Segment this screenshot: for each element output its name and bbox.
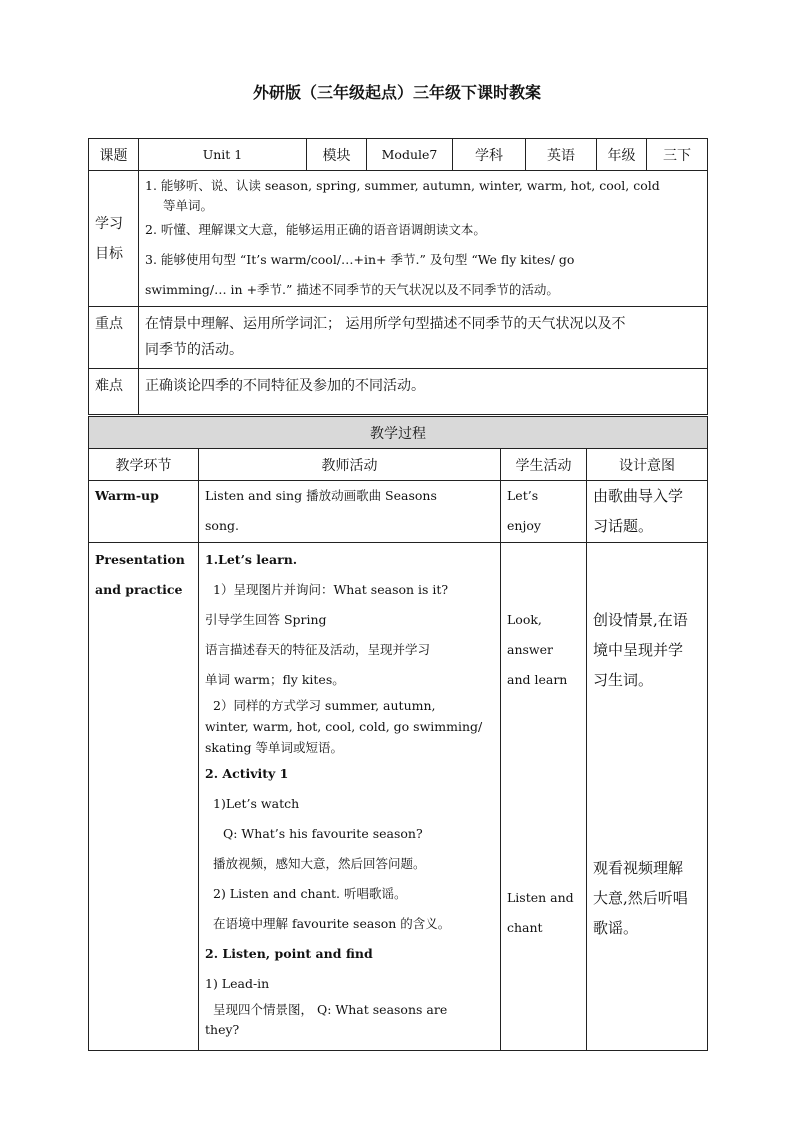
teacher-step: 语言描述春天的特征及活动，呈现并学习 (205, 642, 431, 657)
warmup-student (501, 481, 587, 543)
intent-line: 大意,然后听唱 (593, 889, 688, 907)
student-activity-line: and learn (507, 672, 568, 687)
difficulty-content: 正确谈论四季的不同特征及参加的不同活动。 (139, 369, 708, 415)
topic-label: 课题 (89, 139, 139, 171)
difficulty-label: 难点 (89, 369, 139, 415)
process-header-row (89, 449, 708, 481)
header-stage: 教学环节 (89, 449, 199, 481)
subject-label: 学科 (453, 139, 526, 171)
topic-value: Unit 1 (139, 139, 307, 171)
goal-2: 2. 听懂、理解课文大意，能够运用正确的语音语调朗读文本。 (145, 222, 486, 237)
presentation-row (89, 543, 708, 1051)
header-student: 学生活动 (501, 449, 587, 481)
warmup-student-line-1: Let’s (507, 488, 539, 503)
warmup-teacher-line-1: Listen and sing 播放动画歌曲 Seasons (205, 488, 437, 503)
warmup-stage: Warm-up (89, 481, 199, 543)
warmup-teacher (199, 481, 501, 543)
goals-label-line-2: 目标 (95, 245, 123, 262)
teacher-step: 单词 warm；fly kites。 (205, 672, 345, 687)
section-lets-learn: 1.Let’s learn. (205, 552, 298, 567)
presentation-intent (587, 543, 708, 1051)
process-title: 教学过程 (89, 417, 708, 449)
subject-value: 英语 (526, 139, 597, 171)
warmup-intent-line-1: 由歌曲导入学 (593, 487, 684, 505)
warmup-teacher-line-2: song. (205, 518, 239, 533)
intent-line: 境中呈现并学 (593, 641, 684, 659)
goals-content (139, 171, 708, 307)
section-listen-point-find: 2. Listen, point and find (205, 946, 373, 961)
goal-3-cont: swimming/… in +季节.” 描述不同季节的天气状况以及不同季节的活动。 (145, 282, 559, 297)
student-activity-line: Look, (507, 612, 542, 627)
teacher-step: 1) Lead-in (205, 976, 270, 991)
goals-row (89, 171, 708, 307)
teacher-step: Q: What’s his favourite season? (223, 826, 423, 841)
warmup-intent-line-2: 习话题。 (593, 517, 654, 535)
presentation-student (501, 543, 587, 1051)
teacher-step: 在语境中理解 favourite season 的含义。 (213, 916, 451, 931)
goals-label-line-1: 学习 (95, 215, 123, 232)
presentation-stage-line-1: Presentation (95, 552, 185, 567)
document-title: 外研版（三年级起点）三年级下课时教案 (252, 83, 541, 102)
teacher-step: skating 等单词或短语。 (205, 740, 343, 755)
intent-line: 歌谣。 (593, 919, 639, 937)
teacher-step: 1)Let’s watch (213, 796, 300, 811)
teacher-step: 呈现四个情景图， Q: What seasons are (213, 1002, 448, 1017)
student-activity-line: answer (507, 642, 553, 657)
warmup-intent (587, 481, 708, 543)
info-row (89, 139, 708, 171)
warmup-student-line-2: enjoy (507, 518, 541, 533)
key-line-2: 同季节的活动。 (145, 342, 243, 358)
teacher-step: they? (205, 1022, 240, 1037)
presentation-teacher (199, 543, 501, 1051)
student-activity-line: Listen and (507, 890, 574, 905)
intent-line: 习生词。 (593, 671, 654, 689)
module-value: Module7 (367, 139, 453, 171)
teacher-step: 2）同样的方式学习 summer, autumn, (213, 698, 436, 713)
key-row (89, 307, 708, 369)
student-activity-line: chant (507, 920, 543, 935)
presentation-stage-line-2: and practice (95, 582, 183, 597)
goal-1-cont: 等单词。 (163, 198, 214, 213)
key-content (139, 307, 708, 369)
intent-line: 创设情景,在语 (593, 611, 688, 629)
grade-value: 三下 (647, 139, 708, 171)
warmup-row (89, 481, 708, 543)
key-line-1: 在情景中理解、运用所学词汇； 运用所学句型描述不同季节的天气状况以及不 (145, 316, 626, 332)
section-activity-1: 2. Activity 1 (205, 766, 289, 781)
teacher-step: 1）呈现图片并询问：What season is it? (213, 582, 449, 597)
teaching-process-table (88, 416, 708, 1051)
teacher-step: winter, warm, hot, cool, cold, go swimming/ (205, 719, 483, 734)
header-teacher: 教师活动 (199, 449, 501, 481)
key-label: 重点 (89, 307, 139, 369)
grade-label: 年级 (597, 139, 647, 171)
header-intent: 设计意图 (587, 449, 708, 481)
teacher-step: 引导学生回答 Spring (205, 612, 327, 627)
teacher-step: 2) Listen and chant. 听唱歌谣。 (213, 886, 407, 901)
intent-line: 观看视频理解 (593, 859, 684, 877)
teacher-step: 播放视频，感知大意，然后回答问题。 (213, 856, 426, 871)
process-title-row (89, 417, 708, 449)
goals-label (89, 171, 139, 307)
lesson-info-table (88, 138, 708, 415)
difficulty-row (89, 369, 708, 415)
goal-3: 3. 能够使用句型 “It’s warm/cool/…+in+ 季节.” 及句型 “We fly kites/ go (145, 252, 575, 267)
presentation-stage (89, 543, 199, 1051)
module-label: 模块 (307, 139, 367, 171)
goal-1: 1. 能够听、说、认读 season, spring, summer, autumn, winter, warm, hot, cool, cold (145, 178, 660, 193)
